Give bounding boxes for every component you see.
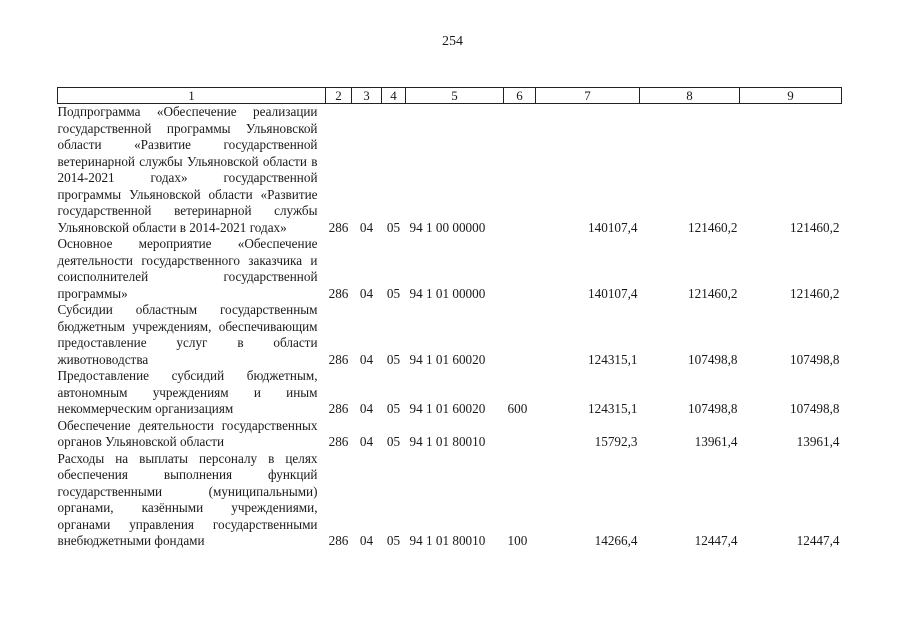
cell-amount-2: 121460,2 xyxy=(688,219,738,235)
cell-target-article: 94 1 01 80010 xyxy=(409,434,486,449)
cell-amount-3: 13961,4 xyxy=(796,434,840,449)
table-row xyxy=(58,368,842,418)
header-cell: 6 xyxy=(504,88,536,104)
cell-amount-3: 121460,2 xyxy=(790,219,840,235)
header-cell: 2 xyxy=(326,88,352,104)
cell-section: 04 xyxy=(359,351,374,367)
header-cell: 8 xyxy=(640,88,740,104)
header-cell: 3 xyxy=(352,88,382,104)
table-row xyxy=(58,418,842,451)
header-row xyxy=(58,88,842,104)
cell-ministry: 286 xyxy=(328,219,349,235)
cell-amount-3: 107498,8 xyxy=(790,351,840,367)
cell-subsection: 05 xyxy=(386,351,401,367)
row-name: Субсидии областным государственным бюджетным учреждениям, обеспечивающим предоставление услуг в области животноводства xyxy=(57,302,318,367)
cell-amount-1: 124315,1 xyxy=(588,401,638,416)
cell-subsection: 05 xyxy=(386,434,401,449)
cell-subsection: 05 xyxy=(386,533,401,548)
cell-amount-2: 13961,4 xyxy=(694,434,738,449)
cell-target-article: 94 1 01 60020 xyxy=(409,401,486,416)
row-name: Обеспечение деятельности государственных органов Ульяновской области xyxy=(57,417,318,449)
cell-amount-1: 14266,4 xyxy=(594,533,638,548)
cell-target-article: 94 1 01 00000 xyxy=(409,285,486,301)
cell-section: 04 xyxy=(359,285,374,301)
cell-target-article: 94 1 01 60020 xyxy=(409,351,486,367)
cell-ministry: 286 xyxy=(328,533,349,548)
cell-expense-type xyxy=(504,104,536,237)
cell-expense-type xyxy=(504,302,536,368)
cell-target-article: 94 1 00 00000 xyxy=(409,219,486,235)
cell-subsection: 05 xyxy=(386,285,401,301)
table-row xyxy=(58,104,842,237)
row-name: Предоставление субсидий бюджетным, автономным учреждениям и иным некоммерческим организациям xyxy=(57,368,318,416)
row-name: Подпрограмма «Обеспечение реализации государственной программы Ульяновской области «Развитие государственной ветеринарной службы Ульяновской области в 2014-2021 годах» государственной программы Ульяновской области «Развитие государственной ветеринарной службы Ульяновской области в 2014-2021 годах» xyxy=(57,104,318,235)
table-row xyxy=(58,302,842,368)
cell-amount-3: 121460,2 xyxy=(790,285,840,301)
cell-section: 04 xyxy=(359,533,374,548)
cell-subsection: 05 xyxy=(386,401,401,416)
cell-amount-3: 107498,8 xyxy=(790,401,840,416)
cell-ministry: 286 xyxy=(328,434,349,449)
table-row xyxy=(58,451,842,550)
cell-amount-2: 121460,2 xyxy=(688,285,738,301)
cell-ministry: 286 xyxy=(328,401,349,416)
row-name: Расходы на выплаты персоналу в целях обеспечения выполнения функций государственными (муниципальными) органами, казёнными учреждениями, органами управления государственными внебюджетными фондами xyxy=(57,450,318,548)
cell-section: 04 xyxy=(359,401,374,416)
cell-expense-type xyxy=(504,418,536,451)
budget-table xyxy=(57,87,842,550)
header-cell: 5 xyxy=(406,88,504,104)
cell-amount-2: 12447,4 xyxy=(694,533,738,548)
cell-amount-2: 107498,8 xyxy=(688,351,738,367)
table-row xyxy=(58,236,842,302)
cell-expense-type: 100 xyxy=(507,533,528,548)
cell-expense-type: 600 xyxy=(507,401,528,416)
cell-section: 04 xyxy=(359,219,374,235)
cell-expense-type xyxy=(504,236,536,302)
row-name: Основное мероприятие «Обеспечение деятельности государственного заказчика и соисполнителей государственной программы» xyxy=(57,236,318,301)
cell-amount-1: 140107,4 xyxy=(588,219,638,235)
cell-target-article: 94 1 01 80010 xyxy=(409,533,486,548)
page-number: 254 xyxy=(442,34,463,49)
cell-amount-1: 15792,3 xyxy=(594,434,638,449)
cell-amount-1: 140107,4 xyxy=(588,285,638,301)
cell-section: 04 xyxy=(359,434,374,449)
header-cell: 7 xyxy=(536,88,640,104)
cell-ministry: 286 xyxy=(328,351,349,367)
cell-amount-2: 107498,8 xyxy=(688,401,738,416)
cell-amount-3: 12447,4 xyxy=(796,533,840,548)
cell-amount-1: 124315,1 xyxy=(588,351,638,367)
header-cell: 9 xyxy=(740,88,842,104)
cell-subsection: 05 xyxy=(386,219,401,235)
cell-ministry: 286 xyxy=(328,285,349,301)
header-cell: 4 xyxy=(382,88,406,104)
header-cell: 1 xyxy=(58,88,326,104)
